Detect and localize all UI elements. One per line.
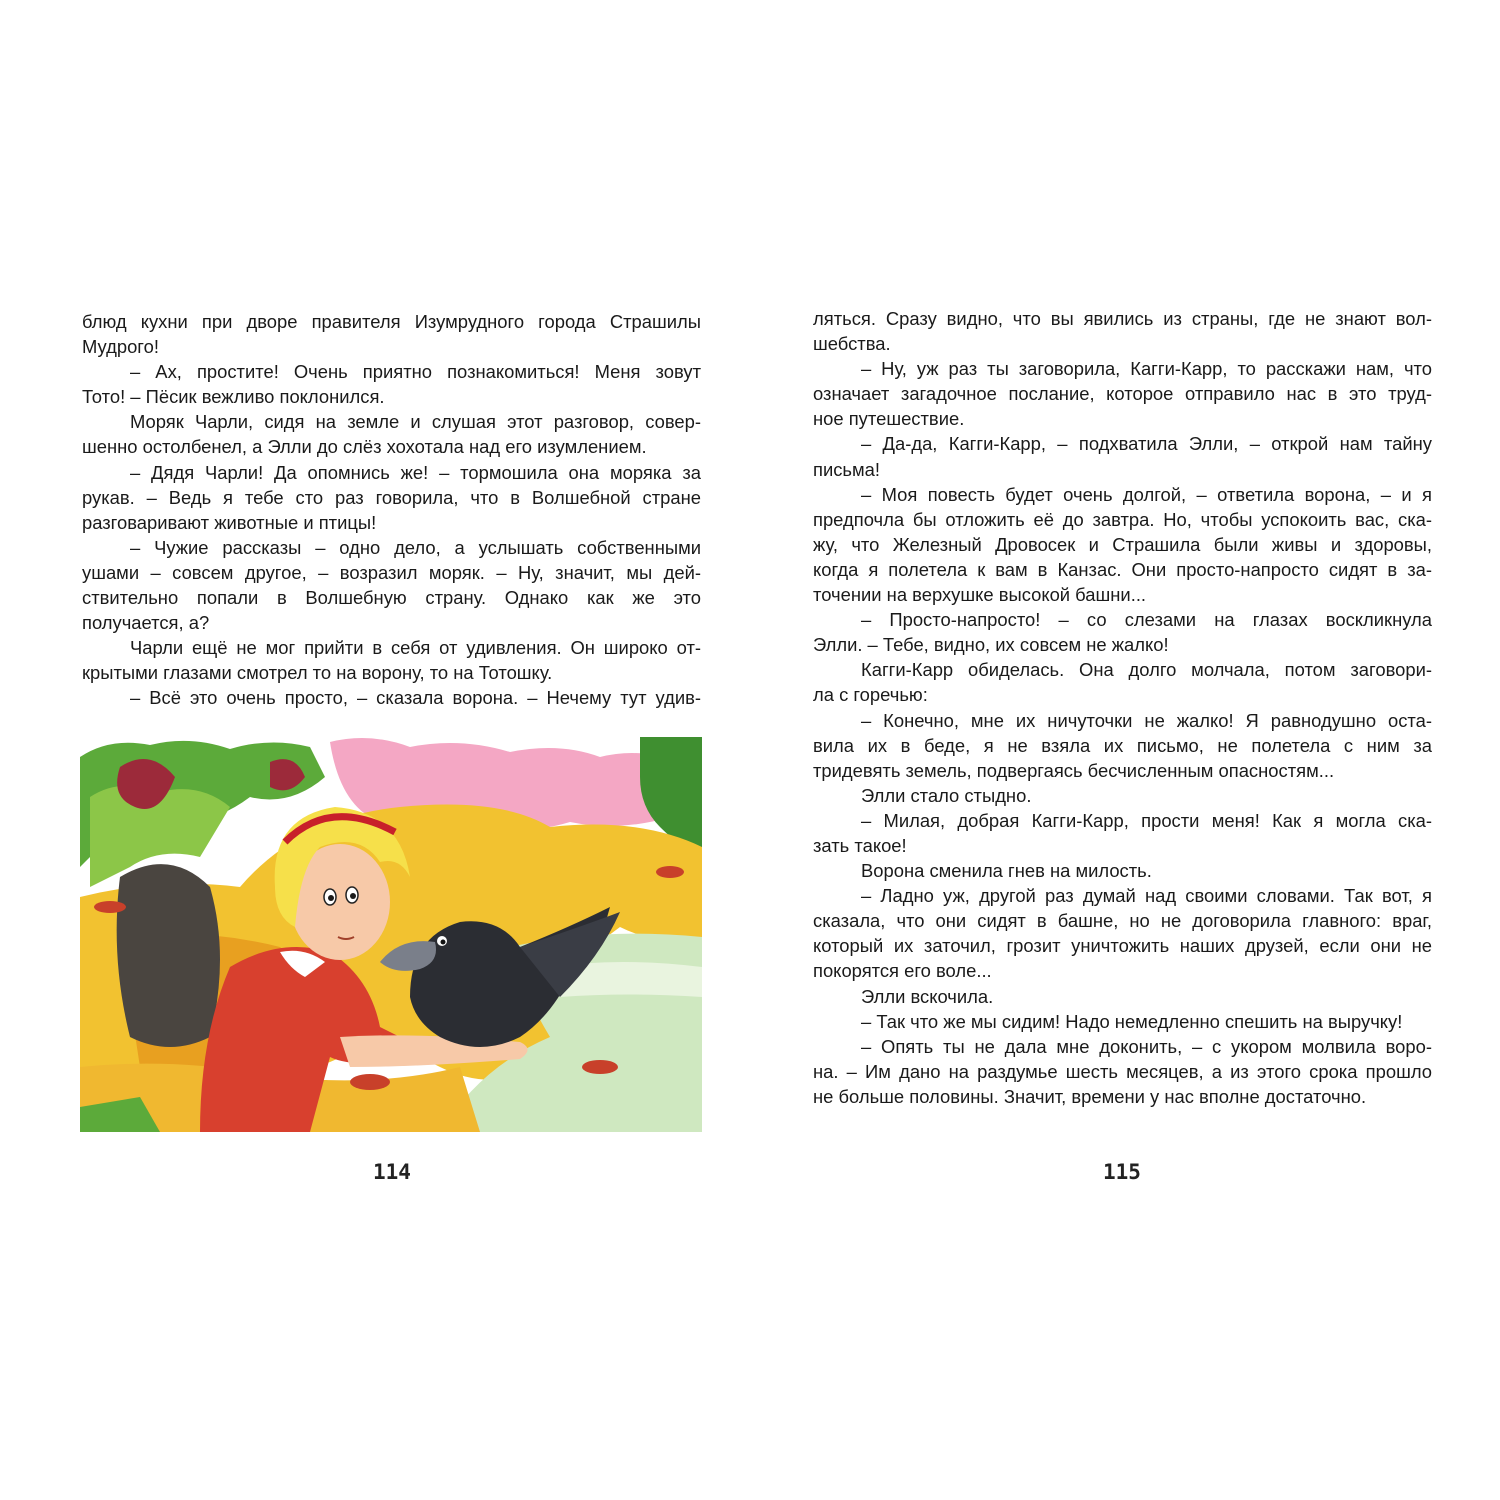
text-line: Элли вскочила. xyxy=(861,985,994,1007)
text-line: означает загадочное послание, которое отправило нас в это труд- xyxy=(813,383,1432,405)
text-line: – Конечно, мне их ничуточки не жалко! Я равнодушно оста- xyxy=(861,709,1432,731)
text-line: Элли стало стыдно. xyxy=(861,784,1032,806)
text-line: рукав. – Ведь я тебе сто раз говорила, что в Волшебной стране xyxy=(82,486,701,508)
text-line: письма! xyxy=(813,458,880,480)
text-line: ное путешествие. xyxy=(813,408,965,430)
crow-pupil xyxy=(441,940,446,945)
rock-2 xyxy=(582,1060,618,1074)
text-line: вила их в беде, я не взяла их письмо, не полетела с ним за xyxy=(813,734,1432,756)
text-line: – Так что же мы сидим! Надо немедленно спешить на выручку! xyxy=(861,1010,1403,1032)
text-line: блюд кухни при дворе правителя Изумрудного города Страшилы xyxy=(82,311,701,332)
text-line: Чарли ещё не мог прийти в себя от удивления. Он широко от- xyxy=(130,637,701,659)
text-line: – Ладно уж, другой раз думай над своими словами. Так вот, я xyxy=(861,885,1432,907)
rock-3 xyxy=(656,866,684,878)
rock-1 xyxy=(350,1074,390,1090)
text-line: ляться. Сразу видно, что вы явились из страны, где не знают вол- xyxy=(813,308,1432,329)
text-line: – Моя повесть будет очень долгой, – ответила ворона, – и я xyxy=(861,483,1432,505)
girl-pupil-left xyxy=(328,895,334,901)
right-page xyxy=(750,0,1500,1500)
text-line: – Ах, простите! Очень приятно познакомиться! Меня зовут xyxy=(130,361,701,383)
text-line: – Да-да, Кагги-Карр, – подхватила Элли, – открой нам тайну xyxy=(861,433,1432,455)
text-line: ла с горечью: xyxy=(813,684,928,706)
page-number-right: 115 xyxy=(1103,1160,1141,1184)
text-line: – Ну, уж раз ты заговорила, Кагги-Карр, то расскажи нам, что xyxy=(861,358,1432,380)
girl-and-crow-illustration xyxy=(80,737,702,1132)
text-line: тридевять земель, подвергаясь бесчисленным опасностям... xyxy=(813,759,1335,781)
text-line: Тото! – Пёсик вежливо поклонился. xyxy=(82,386,385,408)
text-line: разговаривают животные и птицы! xyxy=(82,511,377,533)
text-line: точении на верхушке высокой башни... xyxy=(813,584,1147,606)
text-line: не больше половины. Значит, времени у нас вполне достаточно. xyxy=(813,1085,1367,1107)
text-line: Ворона сменила гнев на милость. xyxy=(861,860,1152,882)
girl-pupil-right xyxy=(350,893,356,899)
left-page-text xyxy=(82,309,701,711)
text-line: шебства. xyxy=(813,333,891,355)
text-line: жу, что Железный Дровосек и Страшила были живы и здоровы, xyxy=(813,533,1432,555)
text-line: – Всё это очень просто, – сказала ворона. – Нечему тут удив- xyxy=(130,687,701,709)
text-line: получается, а? xyxy=(82,612,210,634)
text-line: – Просто-напросто! – со слезами на глазах воскликнула xyxy=(861,609,1432,631)
text-line: Элли. – Тебе, видно, их совсем не жалко! xyxy=(813,634,1169,656)
text-line: – Чужие рассказы – одно дело, а услышать собственными xyxy=(130,536,701,558)
text-line: зать такое! xyxy=(813,834,907,856)
text-line: шенно остолбенел, а Элли до слёз хохотала над его изумлением. xyxy=(82,436,647,458)
text-line: – Дядя Чарли! Да опомнись же! – тормошила она моряка за xyxy=(130,461,701,483)
text-line: крытыми глазами смотрел то на ворону, то на Тотошку. xyxy=(82,662,553,684)
text-line: когда я полетела к вам в Канзас. Они просто-напросто сидят в за- xyxy=(813,558,1432,580)
text-line: сказала, что они сидят в башне, но не договорила главного: враг, xyxy=(813,910,1432,932)
page-number-left: 114 xyxy=(373,1160,411,1184)
tree-trunk xyxy=(117,864,220,1047)
text-line: на. – Им дано на раздумье шесть месяцев, а из этого срока прошло xyxy=(813,1060,1432,1082)
text-line: – Опять ты не дала мне доконить, – с укором молвила воро- xyxy=(861,1035,1432,1057)
text-line: – Милая, добрая Кагги-Карр, прости меня! Как я могла ска- xyxy=(861,809,1432,831)
text-line: Мудрого! xyxy=(82,336,159,358)
text-line: который их заточил, грозит уничтожить наших друзей, если они не xyxy=(813,935,1432,957)
rock-4 xyxy=(94,901,126,913)
text-line: предпочла бы отложить её до завтра. Но, чтобы успокоить вас, ска- xyxy=(813,508,1432,530)
text-line: Кагги-Карр обиделась. Она долго молчала, потом заговори- xyxy=(861,659,1432,681)
text-line: ушами – совсем другое, – возразил моряк. – Ну, значит, мы дей- xyxy=(82,561,701,583)
text-line: покорятся его воле... xyxy=(813,960,992,982)
text-line: Моряк Чарли, сидя на земле и слушая этот разговор, совер- xyxy=(130,411,701,433)
text-line: ствительно попали в Волшебную страну. Однако как же это xyxy=(82,587,701,609)
right-page-text xyxy=(813,306,1432,1109)
